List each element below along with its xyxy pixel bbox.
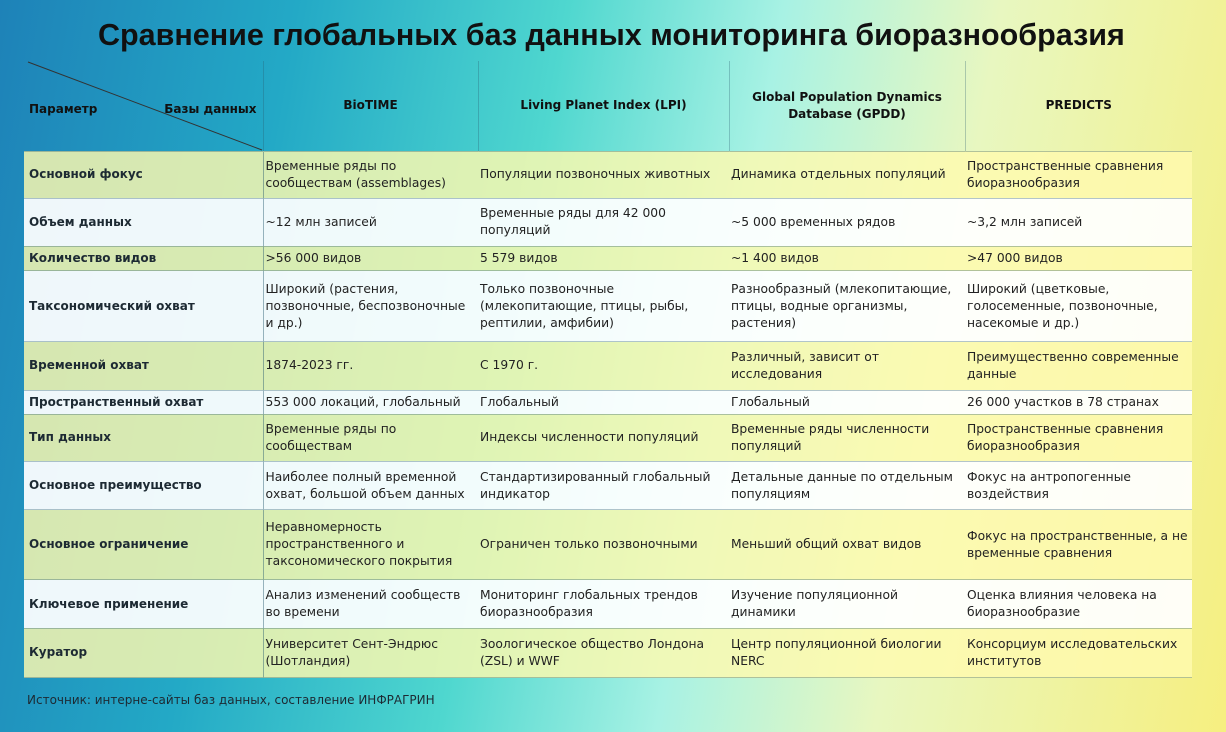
row-label: Основной фокус — [29, 167, 143, 182]
page-title: Сравнение глобальных баз данных мониторинга биоразнообразия — [98, 18, 1125, 52]
table-row — [24, 246, 1192, 270]
row-label: Куратор — [29, 645, 88, 660]
table-cell: Популяции позвоночных животных — [480, 167, 711, 182]
table-cell: Временные ряды по сообществам — [263, 414, 478, 461]
table-cell: >47 000 видов — [967, 250, 1063, 265]
table-cell: Динамика отдельных популяций — [731, 167, 946, 182]
corner-param-label: Параметр — [29, 102, 98, 116]
comparison-table — [24, 61, 1192, 678]
table-cell: Различный, зависит от исследования — [731, 349, 879, 381]
table-cell: Фокус на антропогенные воздействия — [967, 469, 1131, 501]
table-cell: Глобальный — [731, 394, 810, 409]
table-cell: 26 000 участков в 78 странах — [967, 394, 1159, 409]
table-cell: Наиболее полный временной охват, большой объем данных — [263, 461, 478, 509]
table-cell: 553 000 локаций, глобальный — [263, 390, 478, 414]
table-cell: Консорциум исследовательских институтов — [967, 636, 1178, 668]
row-label: Основное преимущество — [29, 478, 202, 493]
row-label: Ключевое применение — [29, 596, 189, 611]
table-row — [24, 628, 1192, 677]
row-label: Пространственный охват — [29, 394, 204, 409]
table-cell: ~3,2 млн записей — [967, 214, 1083, 229]
row-label: Временной охват — [29, 358, 149, 373]
table-row — [24, 510, 1192, 580]
table-cell: С 1970 г. — [480, 358, 539, 373]
table-row — [24, 151, 1192, 198]
table-row — [24, 198, 1192, 246]
table-cell: Изучение популяционной динамики — [731, 588, 898, 620]
table-cell: 1874-2023 гг. — [263, 342, 478, 390]
table-cell: Детальные данные по отдельным популяциям — [731, 469, 953, 501]
table-cell: Неравномерность пространственного и таксономического покрытия — [263, 510, 478, 580]
table-cell: Меньший общий охват видов — [731, 537, 922, 552]
table-cell: Ограничен только позвоночными — [480, 537, 698, 552]
table-cell: Мониторинг глобальных трендов биоразнообразия — [480, 588, 698, 620]
table-cell: Глобальный — [480, 394, 559, 409]
corner-header-cell — [24, 61, 263, 151]
table-cell: Преимущественно современные данные — [967, 349, 1179, 381]
table-row — [24, 414, 1192, 461]
column-header-lpi: Living Planet Index (LPI) — [478, 61, 729, 151]
table-row — [24, 580, 1192, 628]
table-cell: Центр популяционной биологии NERC — [731, 636, 942, 668]
table-cell: ~5 000 временных рядов — [731, 214, 896, 229]
column-header-predicts: PREDICTS — [965, 61, 1192, 151]
table-cell: ~1 400 видов — [731, 250, 819, 265]
table-cell: Временные ряды для 42 000 популяций — [480, 206, 666, 238]
table-cell: Оценка влияния человека на биоразнообразие — [967, 588, 1157, 620]
table-cell: >56 000 видов — [263, 246, 478, 270]
table-cell: Пространственные сравнения биоразнообразия — [967, 421, 1164, 453]
source-note: Источник: интерне-сайты баз данных, составление ИНФРАГРИН — [27, 693, 435, 707]
table-cell: Анализ изменений сообществ во времени — [263, 580, 478, 628]
table-cell: Только позвоночные (млекопитающие, птицы, рыбы, рептилии, амфибии) — [480, 281, 689, 330]
row-label: Количество видов — [29, 250, 157, 265]
table-row — [24, 390, 1192, 414]
table-cell: Индексы численности популяций — [480, 430, 699, 445]
table-cell: Временные ряды численности популяций — [731, 421, 930, 453]
table-header-row — [24, 61, 1192, 151]
corner-db-label: Базы данных — [164, 102, 257, 116]
column-header-biotime: BioTIME — [263, 61, 478, 151]
table-row — [24, 271, 1192, 342]
table-cell: Фокус на пространственные, а не временные сравнения — [967, 528, 1188, 560]
table-cell: Разнообразный (млекопитающие, птицы, водные организмы, растения) — [731, 281, 952, 330]
table-cell: Широкий (цветковые, голосеменные, позвоночные, насекомые и др.) — [967, 281, 1158, 330]
table-cell: Университет Сент-Эндрюс (Шотландия) — [263, 628, 478, 677]
table-cell: ~12 млн записей — [263, 198, 478, 246]
row-label: Объем данных — [29, 214, 132, 229]
row-label: Таксономический охват — [29, 298, 195, 313]
table-row — [24, 342, 1192, 390]
row-label: Основное ограничение — [29, 537, 189, 552]
table-cell: Пространственные сравнения биоразнообразия — [967, 158, 1164, 190]
table-cell: Широкий (растения, позвоночные, беспозвоночные и др.) — [263, 271, 478, 342]
row-label: Тип данных — [29, 430, 112, 445]
table-cell: 5 579 видов — [480, 250, 558, 265]
table-row — [24, 461, 1192, 509]
table-cell: Стандартизированный глобальный индикатор — [480, 469, 711, 501]
table-cell: Зоологическое общество Лондона (ZSL) и WWF — [480, 636, 705, 668]
table-cell: Временные ряды по сообществам (assemblages) — [263, 151, 478, 198]
column-header-gpdd: Global Population Dynamics Database (GPDD) — [729, 61, 965, 151]
